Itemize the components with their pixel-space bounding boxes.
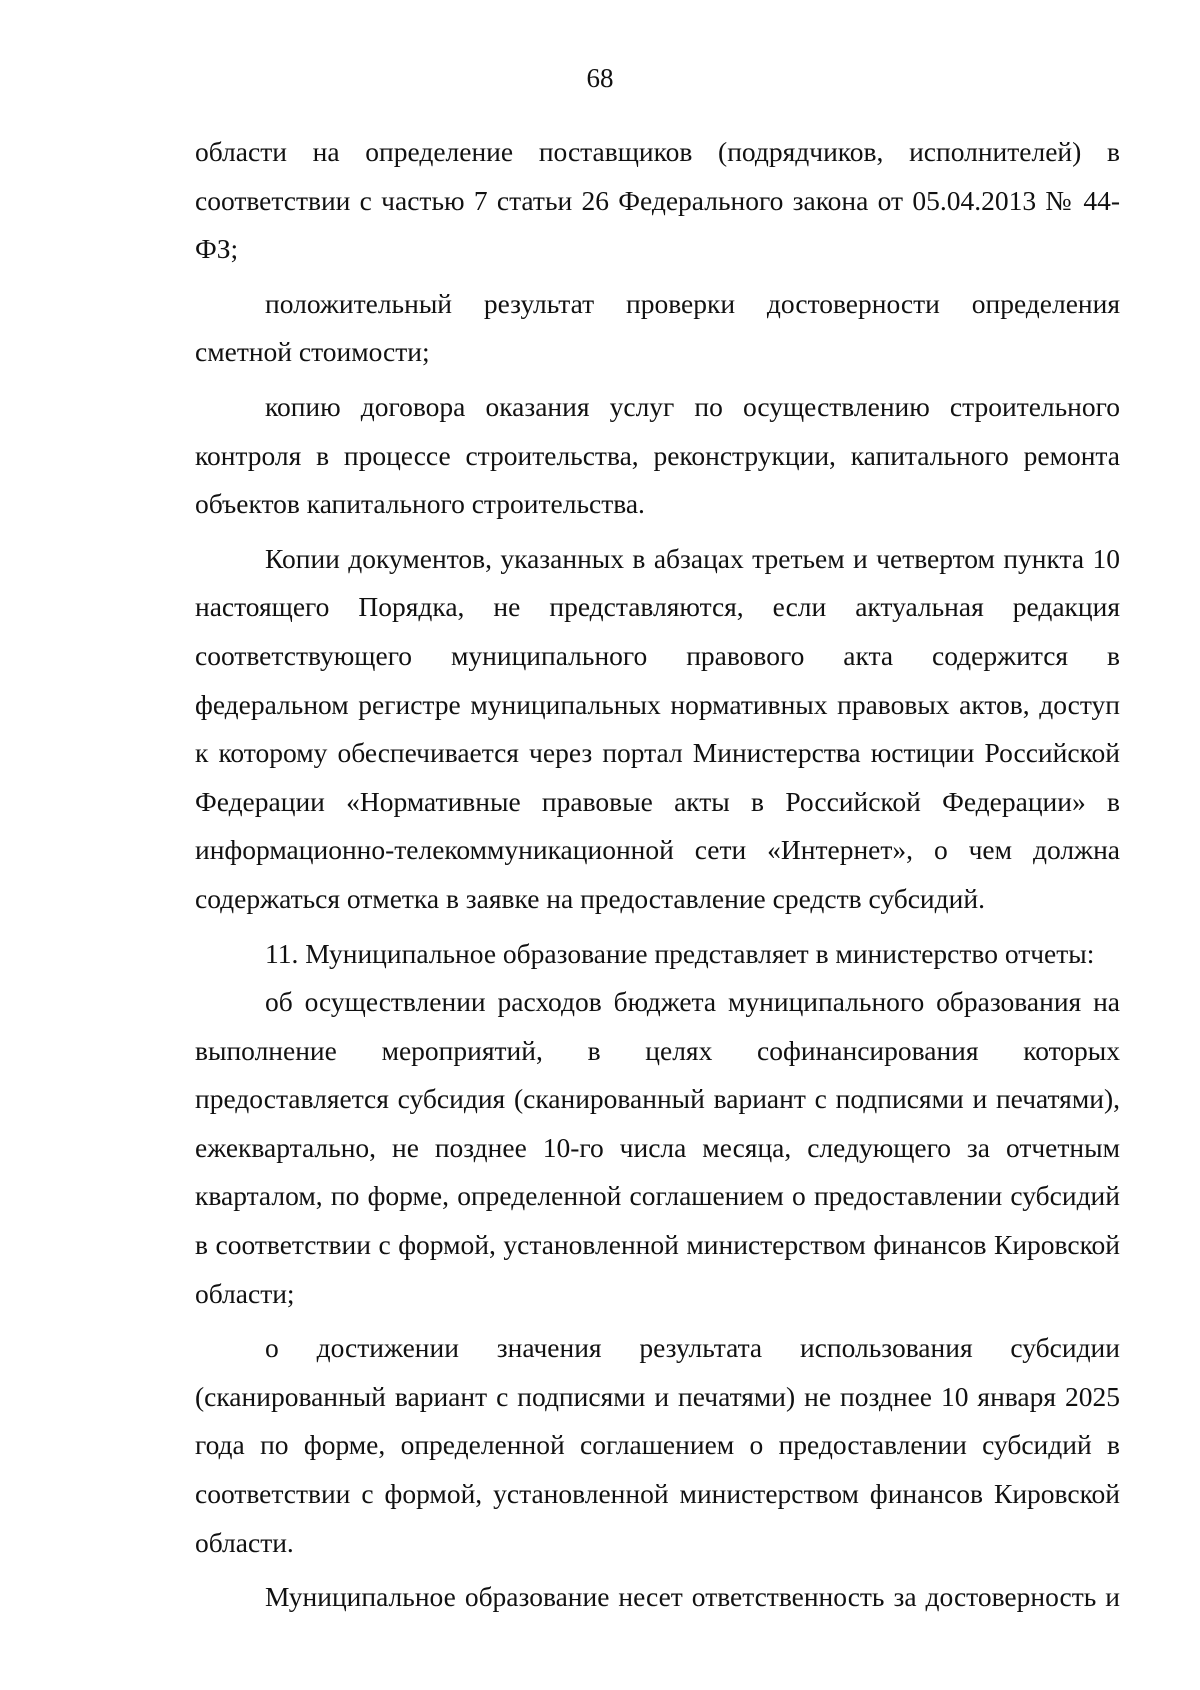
paragraph-responsibility: Муниципальное образование несет ответственность за достоверность и <box>265 1581 1120 1613</box>
paragraph-contract-copy: копию договора оказания услуг по осуществлению строительного контроля в процессе строительства, реконструкции, капитального ремонта объектов капитального строительства. <box>195 390 1120 520</box>
document-body <box>195 128 1120 1622</box>
page-number: 68 <box>586 63 614 93</box>
paragraph-result-report: о достижении значения результата использования субсидии (сканированный вариант с подписями и печатями) не позднее 10 января 2025 года по форме, определенной соглашением о предоставлении субсидий в соответствии с формой, установленной министерством финансов Кировской области. <box>195 1332 1120 1558</box>
paragraph-estimate-check: положительный результат проверки достоверности определения сметной стоимости; <box>195 287 1120 368</box>
paragraph-item-11: 11. Муниципальное образование представляет в министерство отчеты: <box>265 937 1095 969</box>
paragraph-document-copies: Копии документов, указанных в абзацах третьем и четвертом пункта 10 настоящего Порядка, не представляются, если актуальная редакция соответствующего муниципального правового акта содержится в федеральном регистре муниципальных нормативных правовых актов, доступ к которому обеспечивается через портал Министерства юстиции Российской Федерации «Нормативные правовые акты в Российской Федерации» в информационно-телекоммуникационной сети «Интернет», о чем должна содержаться отметка в заявке на предоставление средств субсидий. <box>195 542 1120 914</box>
paragraph-expense-report: об осуществлении расходов бюджета муниципального образования на выполнение мероприятий, в целях софинансирования которых предоставляется субсидия (сканированный вариант с подписями и печатями), ежеквартально, не позднее 10-го числа месяца, следующего за отчетным кварталом, по форме, определенной соглашением о предоставлении субсидий в соответствии с формой, установленной министерством финансов Кировской области; <box>195 986 1120 1309</box>
paragraph-continuation: области на определение поставщиков (подрядчиков, исполнителей) в соответствии с частью 7 статьи 26 Федерального закона от 05.04.2013 № 44-ФЗ; <box>195 136 1120 265</box>
